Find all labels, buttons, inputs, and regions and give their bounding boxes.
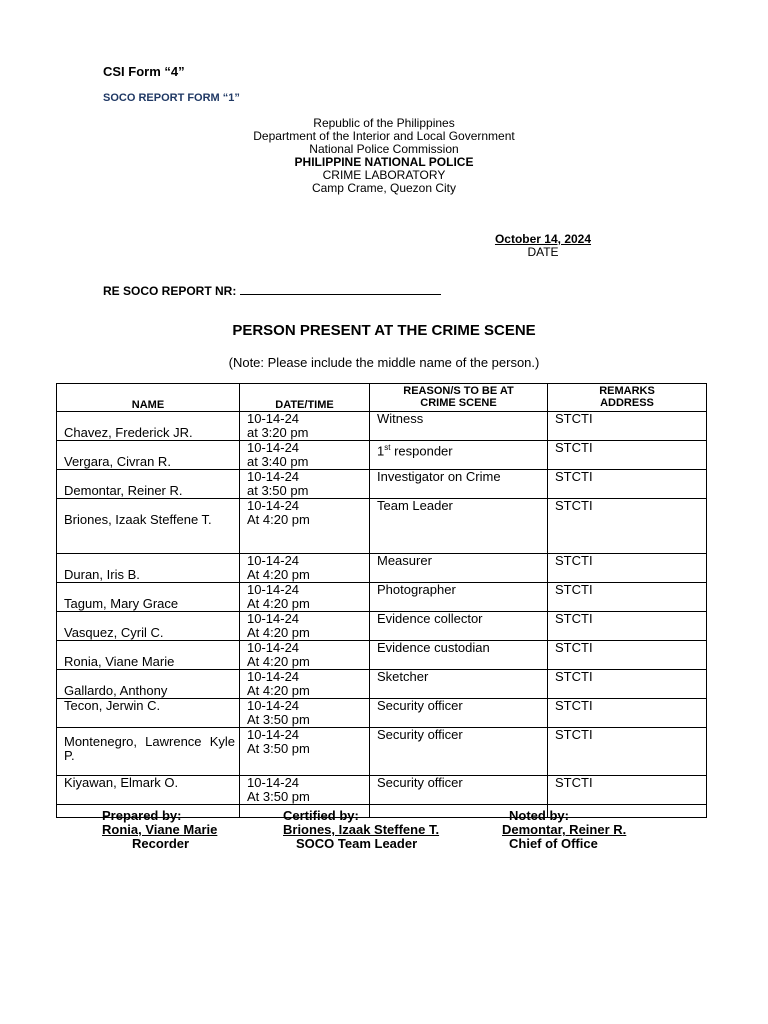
page-title: PERSON PRESENT AT THE CRIME SCENE (232, 322, 536, 339)
header-name: NAME (57, 384, 240, 412)
table-row (57, 441, 707, 470)
agency-line-republic: Republic of the Philippines (313, 116, 455, 130)
form-id: CSI Form “4” (103, 64, 185, 79)
cell-remarks: STCTI (548, 612, 707, 641)
agency-line-address: Camp Crame, Quezon City (311, 181, 457, 195)
cell-remarks: STCTI (548, 670, 707, 699)
cell-reason: Evidence collector (370, 612, 548, 641)
cell-remarks: STCTI (548, 728, 707, 776)
noted-name: Demontar, Reiner R. (502, 822, 627, 837)
cell-name: Tecon, Jerwin C. (57, 699, 240, 728)
header-datetime: DATE/TIME (240, 384, 370, 412)
table-row (57, 776, 707, 805)
cell-datetime: 10-14-24 At 4:20 pm (240, 670, 370, 699)
noted-role: Chief of Office (509, 836, 598, 851)
agency-line-pnp: PHILIPPINE NATIONAL POLICE (294, 155, 474, 169)
cell-name: Gallardo, Anthony (57, 670, 240, 699)
agency-line-department: Department of the Interior and Local Government (253, 129, 515, 143)
report-number-blank (240, 284, 441, 295)
prepared-name: Ronia, Viane Marie (102, 822, 218, 837)
cell-datetime: 10-14-24 At 4:20 pm (240, 612, 370, 641)
header-remarks: REMARKS ADDRESS (548, 384, 707, 412)
cell-name: Tagum, Mary Grace (57, 583, 240, 612)
table-row (57, 670, 707, 699)
cell-reason: Security officer (370, 728, 548, 776)
cell-datetime: 10-14-24 At 3:50 pm (240, 776, 370, 805)
cell-reason: Witness (370, 412, 548, 441)
cell-name: Demontar, Reiner R. (57, 470, 240, 499)
table-row (57, 554, 707, 583)
cell-name: Ronia, Viane Marie (57, 641, 240, 670)
cell-datetime: 10-14-24 At 3:50 pm (240, 728, 370, 776)
signature-certified (283, 809, 439, 851)
cell-name: Briones, Izaak Steffene T. (57, 499, 240, 554)
table-row (57, 641, 707, 670)
cell-name: Duran, Iris B. (57, 554, 240, 583)
note: (Note: Please include the middle name of the person.) (228, 355, 540, 370)
cell-remarks: STCTI (548, 554, 707, 583)
soco-form-label: SOCO REPORT FORM “1” (103, 92, 240, 104)
agency-line-napolcom: National Police Commission (309, 142, 459, 156)
cell-remarks: STCTI (548, 641, 707, 670)
certified-role: SOCO Team Leader (296, 836, 418, 851)
cell-reason: Photographer (370, 583, 548, 612)
report-number (103, 284, 441, 298)
persons-table (56, 383, 707, 818)
agency-header (0, 117, 768, 195)
noted-label: Noted by: (509, 808, 569, 823)
cell-reason: Measurer (370, 554, 548, 583)
cell-remarks: STCTI (548, 583, 707, 612)
cell-remarks: STCTI (548, 699, 707, 728)
cell-datetime: 10-14-24 At 4:20 pm (240, 554, 370, 583)
header-reason: REASON/S TO BE AT CRIME SCENE (370, 384, 548, 412)
cell-name: Montenegro, Lawrence Kyle P. (57, 728, 240, 776)
cell-datetime: 10-14-24 at 3:20 pm (240, 412, 370, 441)
cell-name: Chavez, Frederick JR. (57, 412, 240, 441)
cell-reason: Team Leader (370, 499, 548, 554)
cell-name: Kiyawan, Elmark O. (57, 776, 240, 805)
cell-name: Vergara, Civran R. (57, 441, 240, 470)
cell-reason: 1st responder (370, 441, 548, 470)
table-row (57, 499, 707, 554)
signature-prepared (102, 809, 217, 851)
cell-name: Vasquez, Cyril C. (57, 612, 240, 641)
cell-remarks: STCTI (548, 470, 707, 499)
cell-reason: Evidence custodian (370, 641, 548, 670)
table-header-row (57, 384, 707, 412)
prepared-label: Prepared by: (102, 808, 182, 823)
agency-line-crime-lab: CRIME LABORATORY (322, 168, 446, 182)
cell-datetime: 10-14-24 At 4:20 pm (240, 499, 370, 554)
table-row (57, 699, 707, 728)
table-row (57, 470, 707, 499)
cell-datetime: 10-14-24 At 4:20 pm (240, 583, 370, 612)
cell-reason: Security officer (370, 776, 548, 805)
cell-reason: Security officer (370, 699, 548, 728)
date-label: DATE (527, 245, 559, 259)
certified-name: Briones, Izaak Steffene T. (283, 822, 440, 837)
cell-reason: Sketcher (370, 670, 548, 699)
table-row (57, 412, 707, 441)
date-block (470, 233, 616, 259)
cell-remarks: STCTI (548, 441, 707, 470)
cell-remarks: STCTI (548, 412, 707, 441)
signature-noted (502, 809, 626, 851)
table-row (57, 612, 707, 641)
certified-label: Certified by: (283, 808, 359, 823)
cell-remarks: STCTI (548, 776, 707, 805)
prepared-role: Recorder (132, 836, 190, 851)
cell-datetime: 10-14-24 at 3:40 pm (240, 441, 370, 470)
cell-datetime: 10-14-24 At 4:20 pm (240, 641, 370, 670)
table-row (57, 728, 707, 776)
cell-remarks: STCTI (548, 499, 707, 554)
cell-datetime: 10-14-24 at 3:50 pm (240, 470, 370, 499)
report-date: October 14, 2024 (494, 232, 592, 246)
table-row (57, 583, 707, 612)
cell-datetime: 10-14-24 At 3:50 pm (240, 699, 370, 728)
cell-reason: Investigator on Crime (370, 470, 548, 499)
report-number-label: RE SOCO REPORT NR: (103, 284, 237, 298)
